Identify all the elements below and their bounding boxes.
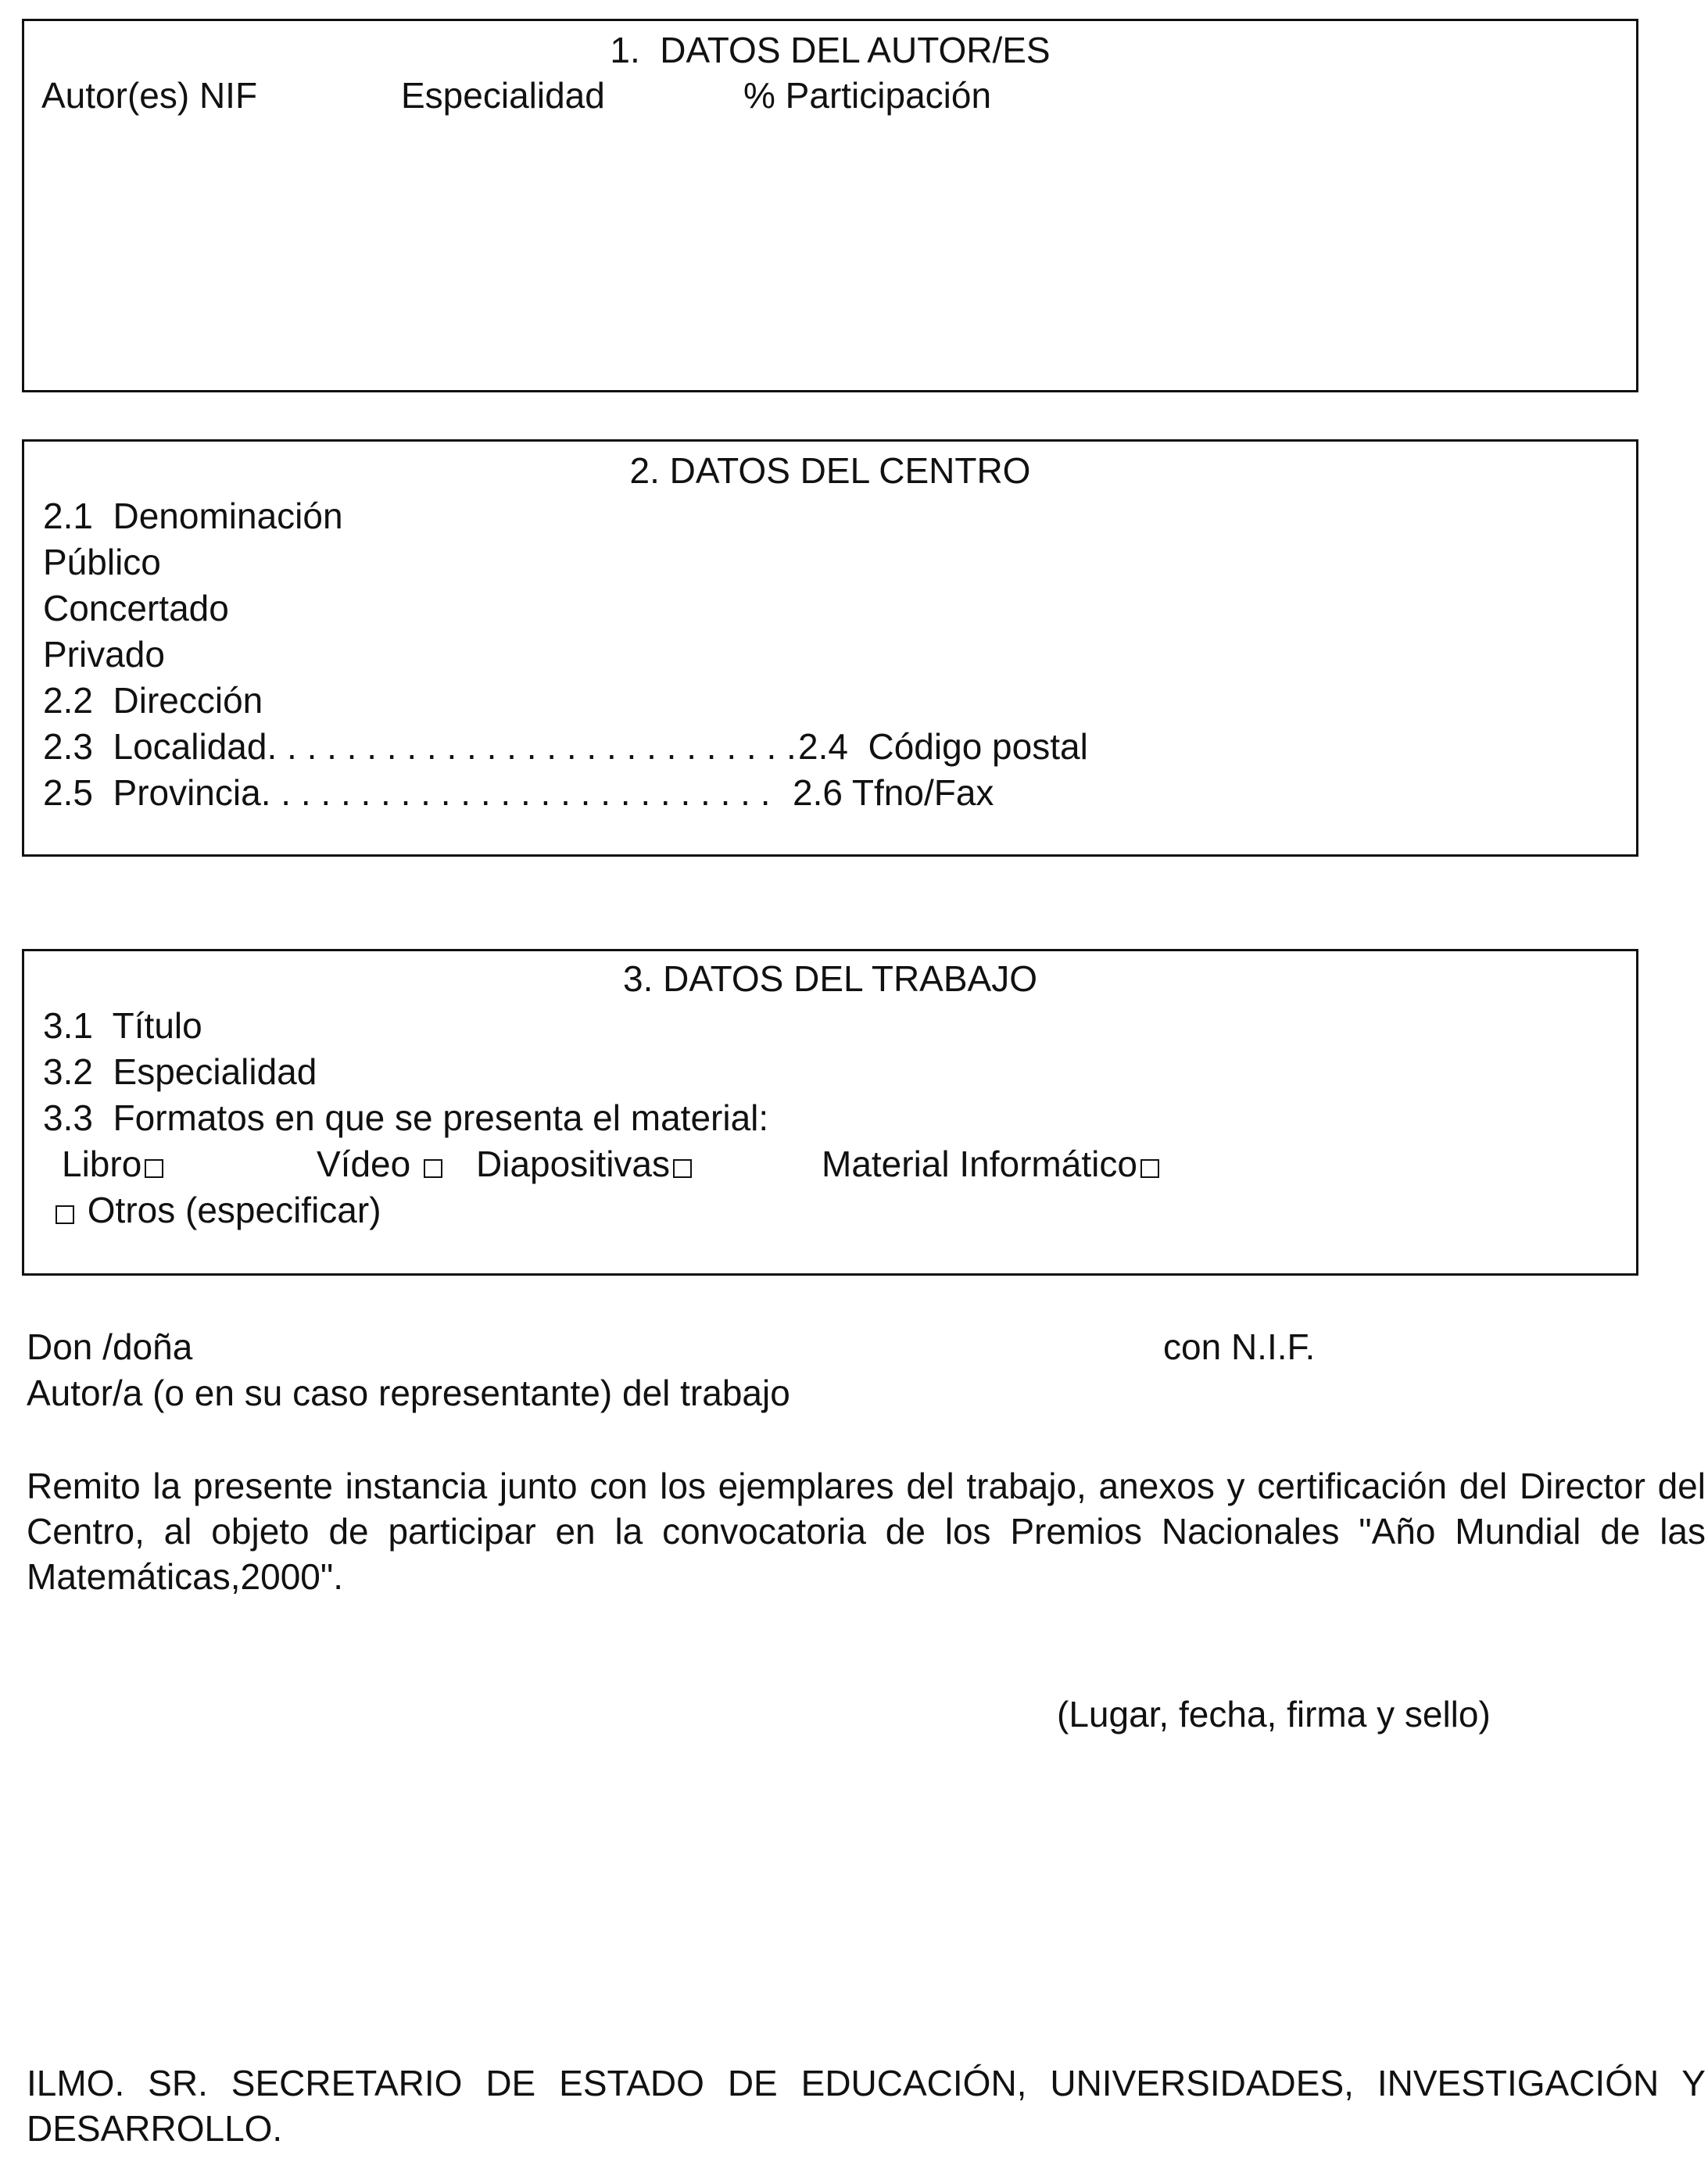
section-autores	[22, 19, 1638, 392]
option-libro-label: Libro	[62, 1144, 142, 1184]
column-participacion: % Participación	[743, 75, 992, 116]
field-codigo-postal: 2.4 Código postal	[798, 726, 1088, 767]
don-dona-label: Don /doña	[27, 1326, 193, 1367]
section-autores-title: 1. DATOS DEL AUTOR/ES	[610, 30, 1051, 70]
section-trabajo-title: 3. DATOS DEL TRABAJO	[622, 958, 1037, 999]
field-privado: Privado	[43, 634, 165, 675]
checkbox-video[interactable]	[424, 1159, 442, 1178]
checkbox-material-informatico[interactable]	[1140, 1159, 1159, 1178]
section-centro	[22, 439, 1638, 857]
option-libro[interactable]	[62, 1146, 167, 1182]
field-localidad: 2.3 Localidad. . . . . . . . . . . . . . . . . . . . . . . . . . .	[43, 726, 797, 767]
column-especialidad: Especialidad	[401, 75, 605, 116]
field-concertado: Concertado	[43, 588, 229, 628]
option-diapositivas[interactable]	[476, 1146, 695, 1182]
checkbox-diapositivas[interactable]	[673, 1159, 692, 1178]
option-diapositivas-label: Diapositivas	[476, 1144, 670, 1184]
field-direccion: 2.2 Dirección	[43, 680, 263, 721]
field-especialidad: 3.2 Especialidad	[43, 1051, 317, 1092]
autor-representante-label: Autor/a (o en su caso representante) del trabajo	[27, 1373, 790, 1413]
firma-label: (Lugar, fecha, firma y sello)	[1057, 1694, 1491, 1734]
remito-paragraph: Remito la presente instancia junto con los ejemplares del trabajo, anexos y certificación del Director del Centro, al objeto de participar en la convocatoria de los Premios Nacionales "Año Mundial de las Matemáticas,2000".	[27, 1466, 1706, 1597]
field-formatos: 3.3 Formatos en que se presenta el material:	[43, 1097, 769, 1138]
option-video-label: Vídeo	[317, 1144, 411, 1184]
checkbox-libro[interactable]	[145, 1159, 163, 1178]
field-tfno-fax: 2.6 Tfno/Fax	[793, 772, 994, 813]
field-publico: Público	[43, 542, 161, 582]
field-provincia: 2.5 Provincia. . . . . . . . . . . . . . . . . . . . . . . . . .	[43, 772, 771, 813]
option-video[interactable]	[317, 1146, 446, 1182]
option-material-informatico[interactable]	[822, 1146, 1162, 1182]
option-otros[interactable]	[52, 1192, 381, 1228]
field-denominacion: 2.1 Denominación	[43, 496, 343, 536]
section-centro-title: 2. DATOS DEL CENTRO	[629, 450, 1031, 491]
column-autor-nif: Autor(es) NIF	[41, 75, 258, 116]
con-nif-label: con N.I.F.	[1163, 1326, 1316, 1367]
field-titulo: 3.1 Título	[43, 1005, 202, 1046]
checkbox-otros[interactable]	[56, 1205, 74, 1224]
destinatario: ILMO. SR. SECRETARIO DE ESTADO DE EDUCACIÓN, UNIVERSIDADES, INVESTIGACIÓN Y DESARROLLO.	[27, 2063, 1706, 2149]
section-trabajo	[22, 949, 1638, 1276]
option-otros-label: Otros (especificar)	[87, 1190, 381, 1230]
option-material-informatico-label: Material Informático	[822, 1144, 1137, 1184]
